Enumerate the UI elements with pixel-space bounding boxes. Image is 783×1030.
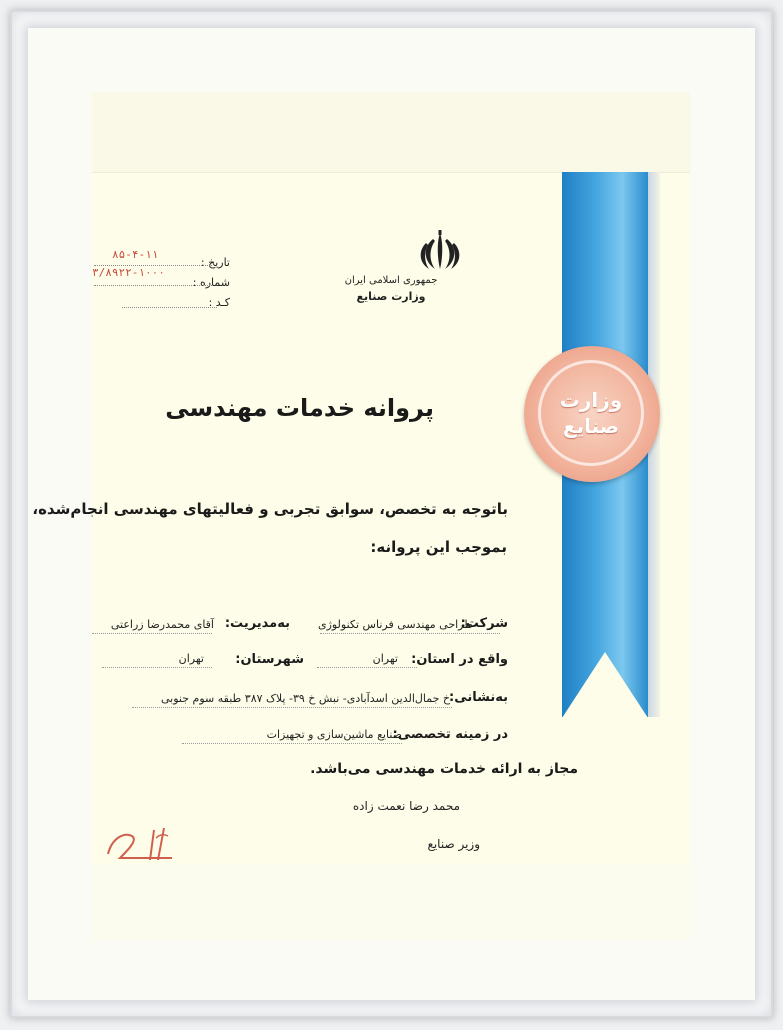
address-underline [132, 706, 452, 708]
certificate-paper [32, 92, 690, 940]
country-name: جمهوری اسلامی ایران [344, 275, 438, 286]
city-underline [102, 666, 212, 668]
manager-underline [92, 632, 212, 634]
specialty-label: در زمینه تخصصی: [392, 727, 508, 742]
province-underline [317, 666, 417, 668]
ribbon-tail-notch [562, 652, 648, 718]
code-underline [122, 306, 217, 308]
city-label: شهرستان: [235, 652, 304, 667]
authorization-statement: مجاز به ارائه خدمات مهندسی می‌باشد. [310, 761, 578, 777]
manager-label: به‌مدیریت: [224, 616, 290, 631]
province-label: واقع در استان: [411, 652, 508, 667]
certificate-title: پروانه خدمات مهندسی [165, 394, 434, 422]
specialty-value: صنایع ماشین‌سازی و تجهیزات [266, 728, 402, 741]
paper-top-band [92, 92, 690, 173]
seal-line-2: صنایع [562, 414, 620, 438]
iran-emblem-icon [415, 227, 465, 277]
signer-title: وزیر صنایع [427, 837, 480, 851]
date-value: ۸۵-۴-۱۱ [112, 248, 159, 261]
number-underline [94, 284, 212, 286]
date-label: تاریخ : [200, 256, 230, 269]
intro-line-2: بموجب این پروانه: [370, 538, 507, 556]
paper-bottom-band [92, 864, 690, 940]
city-value: تهران [178, 652, 204, 665]
signer-name: محمد رضا نعمت زاده [352, 799, 460, 813]
ministry-name: وزارت صنایع [356, 290, 426, 303]
company-label: شرکت: [460, 616, 508, 631]
code-label: کـد : [208, 296, 230, 309]
manager-value: آقای محمدرضا زراعتی [110, 618, 214, 631]
seal-text [538, 360, 644, 466]
intro-line-1: باتوجه به تخصص، سوابق تجربی و فعالیتهای مهندسی انجام‌شده، [32, 500, 508, 518]
province-value: تهران [372, 652, 398, 665]
address-value: خ جمال‌الدین اسدآبادی- نبش خ ۳۹- پلاک ۳۸۷ طبقه سوم جنوبی [161, 692, 450, 705]
company-value: طراحی مهندسی فرناس تکنولوژی [317, 618, 473, 631]
specialty-underline [182, 742, 402, 744]
number-label: شماره : [192, 276, 230, 289]
seal-line-1: وزارت [559, 388, 623, 412]
company-underline [320, 632, 500, 634]
ministry-seal [524, 346, 660, 482]
number-value: ۳/۸۹۲۲-۱۰۰۰ [92, 266, 165, 279]
address-label: به‌نشانی: [449, 690, 508, 705]
handwritten-signature [102, 818, 192, 864]
